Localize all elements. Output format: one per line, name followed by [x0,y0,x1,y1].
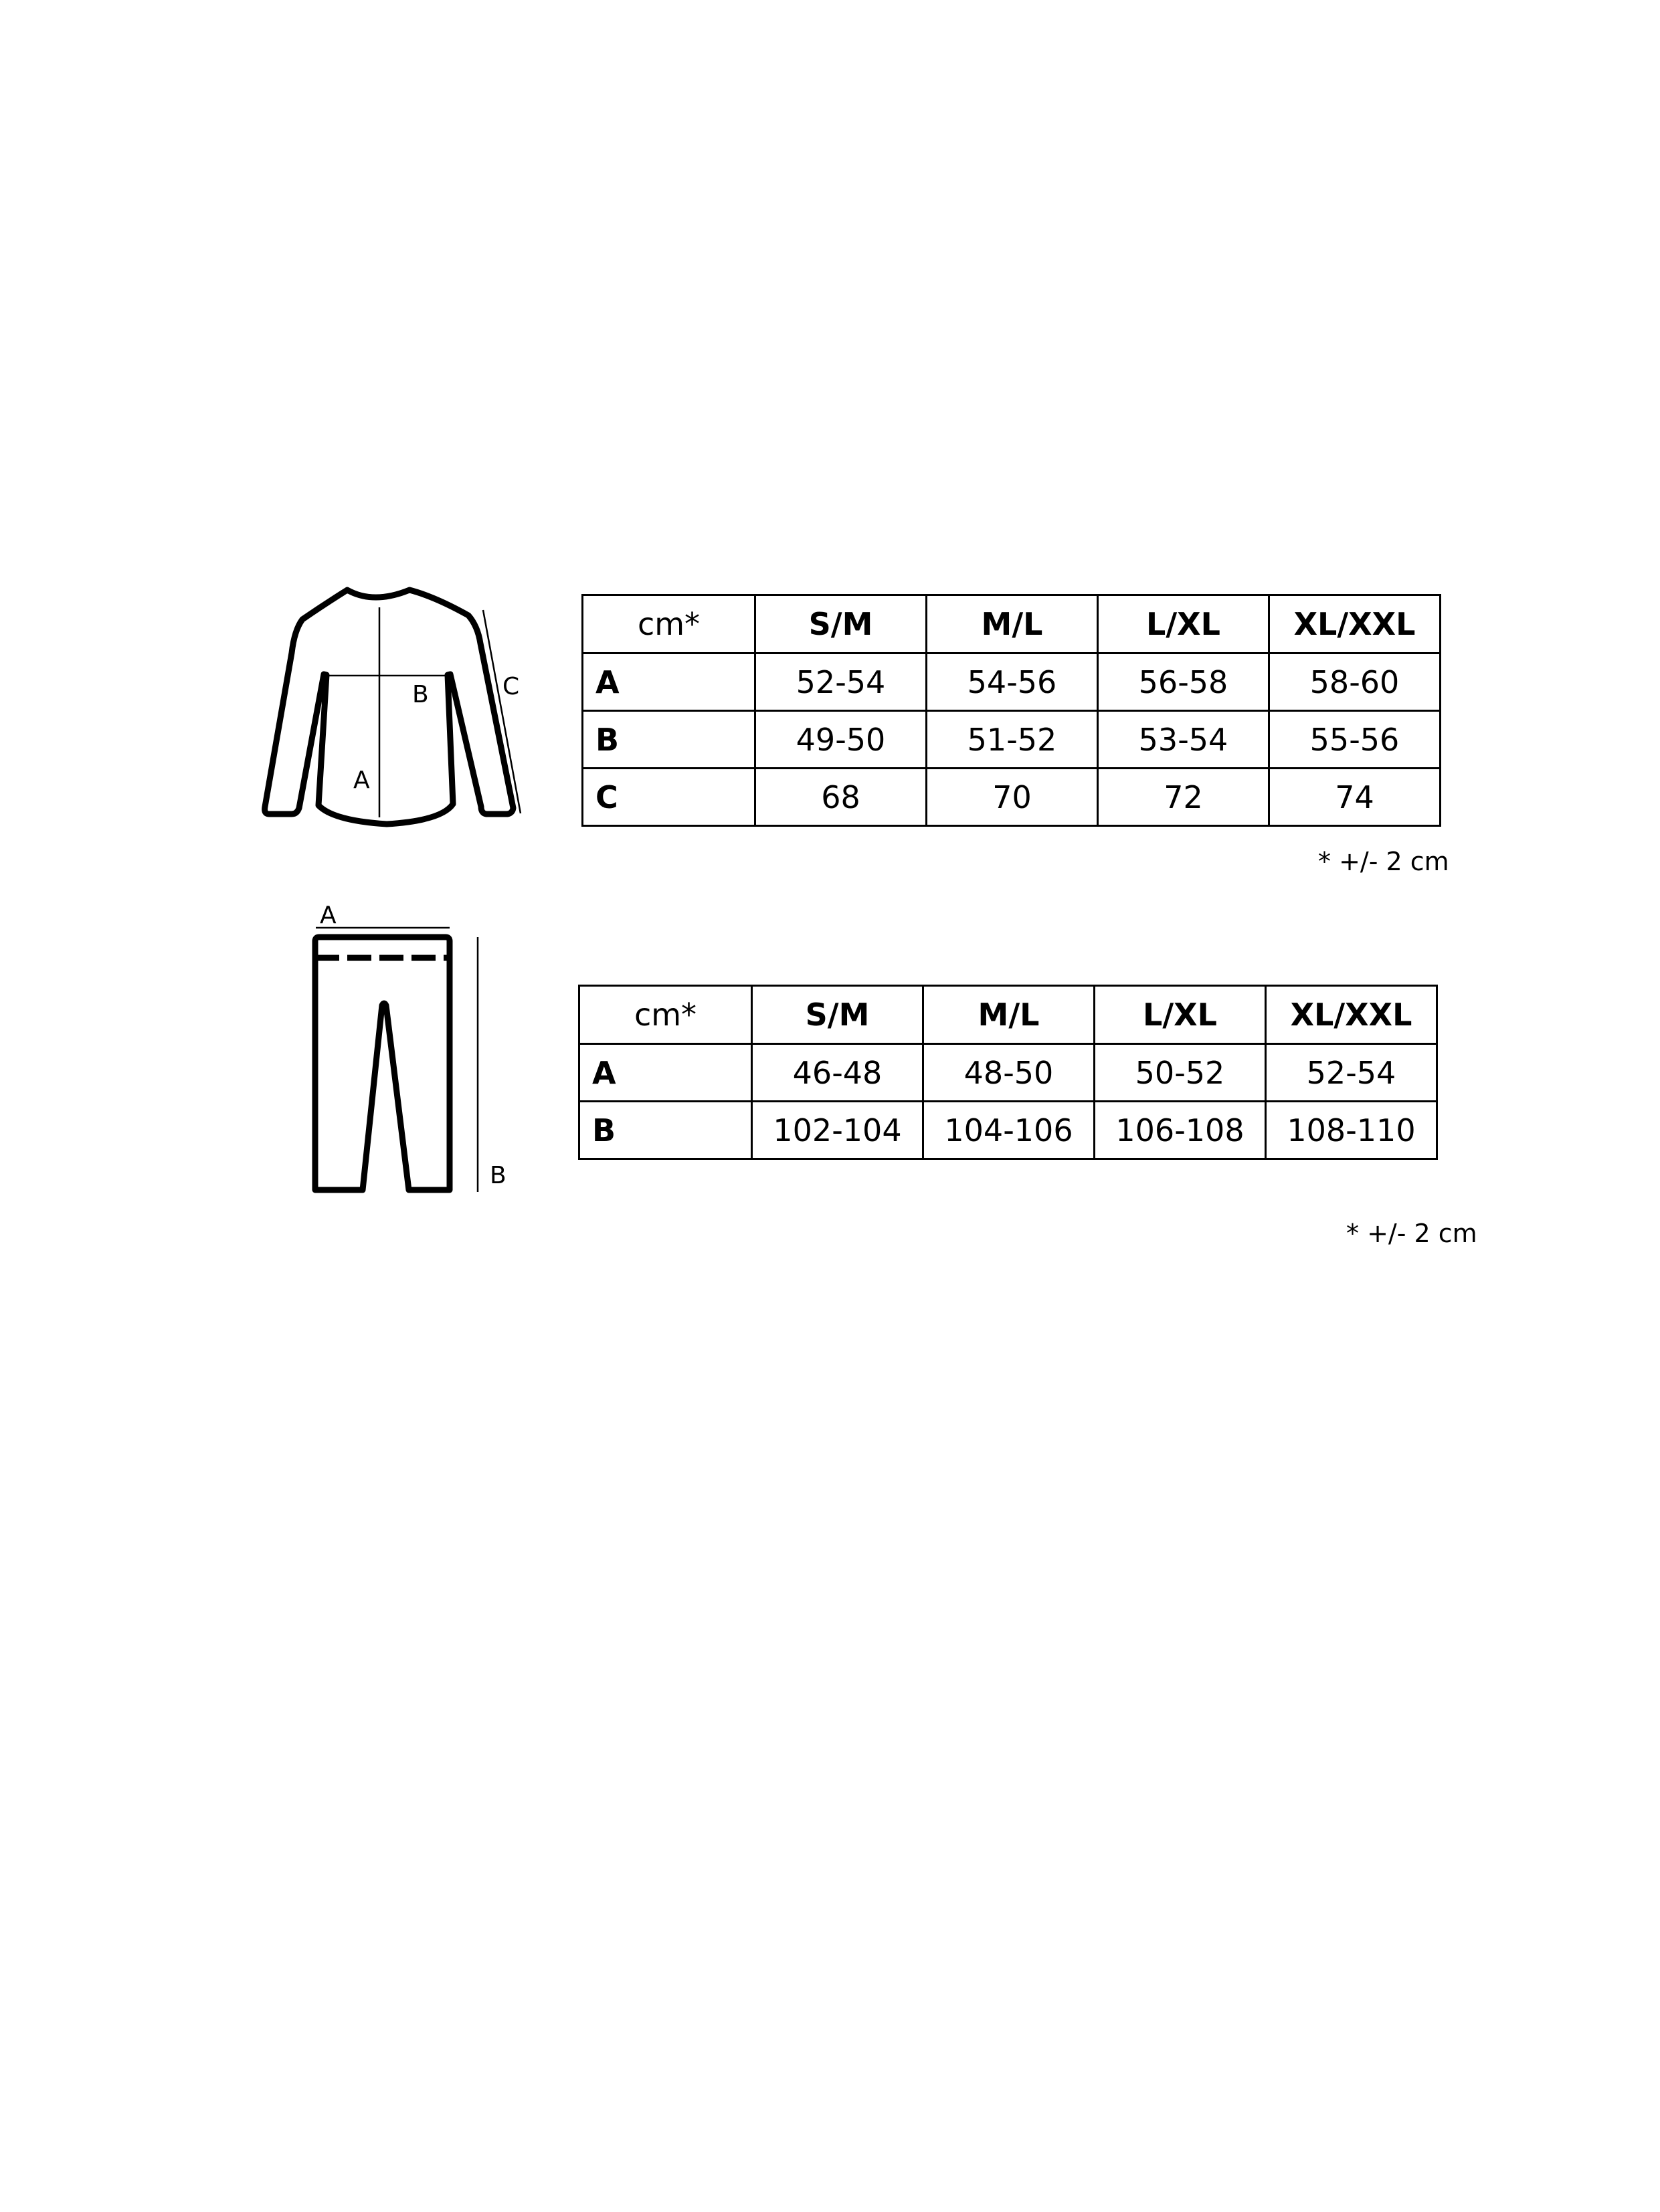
table-cell: 106-108 [1095,1102,1266,1159]
table-cell: 46-48 [752,1044,923,1102]
tolerance-note: * +/- 2 cm [1346,1219,1477,1248]
table-cell: 51-52 [927,711,1098,769]
table-cell: 54-56 [927,653,1098,711]
row-label: B [579,1102,752,1159]
table-header-row [579,986,1437,1044]
unit-header: cm* [579,986,752,1044]
table-row [579,1044,1437,1102]
size-header: S/M [752,986,923,1044]
table-cell: 56-58 [1098,653,1269,711]
size-header: S/M [755,595,927,653]
label-b: B [490,1162,506,1189]
table-row [583,769,1441,826]
table-cell: 108-110 [1266,1102,1437,1159]
row-label: A [583,653,755,711]
label-a: A [353,767,370,794]
size-header: XL/XXL [1266,986,1437,1044]
table-row [583,653,1441,711]
table-cell: 52-54 [1266,1044,1437,1102]
label-b: B [412,681,429,708]
size-header: XL/XXL [1269,595,1441,653]
top-size-table [581,594,1441,827]
table-cell: 68 [755,769,927,826]
tolerance-note: * +/- 2 cm [1318,847,1449,876]
unit-header: cm* [583,595,755,653]
top-outline [265,590,513,824]
trousers-figure [294,893,535,1207]
table-cell: 58-60 [1269,653,1441,711]
table-cell: 72 [1098,769,1269,826]
table-cell: 52-54 [755,653,927,711]
label-c: C [502,673,520,700]
size-header: L/XL [1095,986,1266,1044]
table-cell: 70 [927,769,1098,826]
row-label: A [579,1044,752,1102]
size-header: L/XL [1098,595,1269,653]
long-sleeve-top-icon [248,575,529,836]
table-cell: 55-56 [1269,711,1441,769]
sleeve-line-c [483,610,521,813]
top-figure [248,575,529,836]
label-a: A [320,902,337,929]
table-cell: 74 [1269,769,1441,826]
table-cell: 102-104 [752,1102,923,1159]
row-label: B [583,711,755,769]
row-label: C [583,769,755,826]
size-header: M/L [923,986,1095,1044]
table-row [579,1102,1437,1159]
trousers-icon [294,893,535,1207]
table-cell: 104-106 [923,1102,1095,1159]
table-header-row [583,595,1441,653]
table-row [583,711,1441,769]
table-cell: 53-54 [1098,711,1269,769]
table-cell: 50-52 [1095,1044,1266,1102]
table-cell: 49-50 [755,711,927,769]
trousers-outline [315,937,450,1190]
size-header: M/L [927,595,1098,653]
table-cell: 48-50 [923,1044,1095,1102]
trousers-size-table [578,985,1438,1160]
